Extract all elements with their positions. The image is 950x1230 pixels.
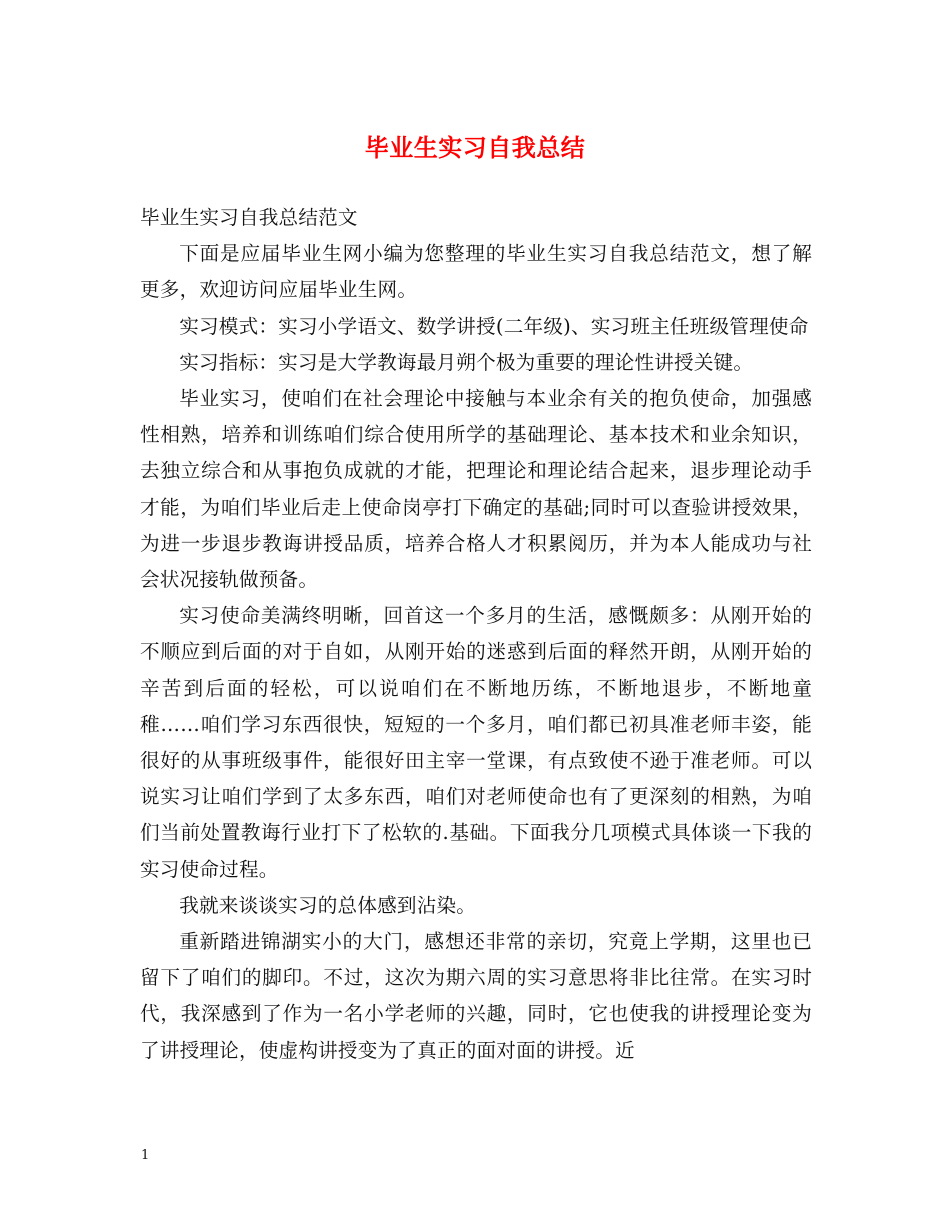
paragraph-internship-goal: 实习指标：实习是大学教诲最月朔个极为重要的理论性讲授关键。 [179, 350, 754, 374]
paragraph-school-return: 重新踏进锦湖实小的大门，感想还非常的亲切，究竟上学期，这里也已留下了咱们的脚印。不过，这次为期六周的实习意思将非比往常。在实习时代，我深感到了作为一名小学老师的兴趣，同时，它也使我的讲授理论变为了讲授理论，使虚构讲授变为了真正的面对面的讲授。近 [140, 930, 812, 1062]
page-number: 1 [141, 1148, 150, 1163]
paragraph-graduation-internship: 毕业实习，使咱们在社会理论中接触与本业余有关的抱负使命，加强感性相熟，培养和训练咱们综合使用所学的基础理论、基本技术和业余知识，去独立综合和从事抱负成就的才能，把理论和理论结合起来，退步理论动手才能，为咱们毕业后走上使命岗亭打下确定的基础;同时可以查验讲授效果，为进一步退步教诲讲授品质，培养合格人才积累阅历，并为本人能成功与社会状况接轨做预备。 [140, 387, 812, 592]
paragraph-internship-mode: 实习模式：实习小学语文、数学讲授(二年级)、实习班主任班级管理使命 [179, 314, 809, 338]
paragraph-overall-feeling: 我就来谈谈实习的总体感到沾染。 [179, 893, 477, 917]
document-title: 毕业生实习自我总结 [364, 133, 586, 162]
paragraph-intro: 下面是应届毕业生网小编为您整理的毕业生实习自我总结范文，想了解更多，欢迎访问应届毕业生网。 [140, 242, 812, 302]
document-subtitle: 毕业生实习自我总结范文 [140, 206, 358, 229]
document-body [140, 200, 812, 1069]
paragraph-internship-review: 实习使命美满终明晰，回首这一个多月的生活，感慨颇多：从刚开始的不顺应到后面的对于自如，从刚开始的迷惑到后面的释然开朗，从刚开始的辛苦到后面的轻松，可以说咱们在不断地历练，不断地退步，不断地童稚……咱们学习东西很快，短短的一个多月，咱们都已初具准老师丰姿，能很好的从事班级事件，能很好田主宰一堂课，有点致使不逊于准老师。可以说实习让咱们学到了太多东西，咱们对老师使命也有了更深刻的相熟，为咱们当前处置教诲行业打下了松软的.基础。下面我分几项模式具体谈一下我的实习使命过程。 [140, 604, 812, 881]
